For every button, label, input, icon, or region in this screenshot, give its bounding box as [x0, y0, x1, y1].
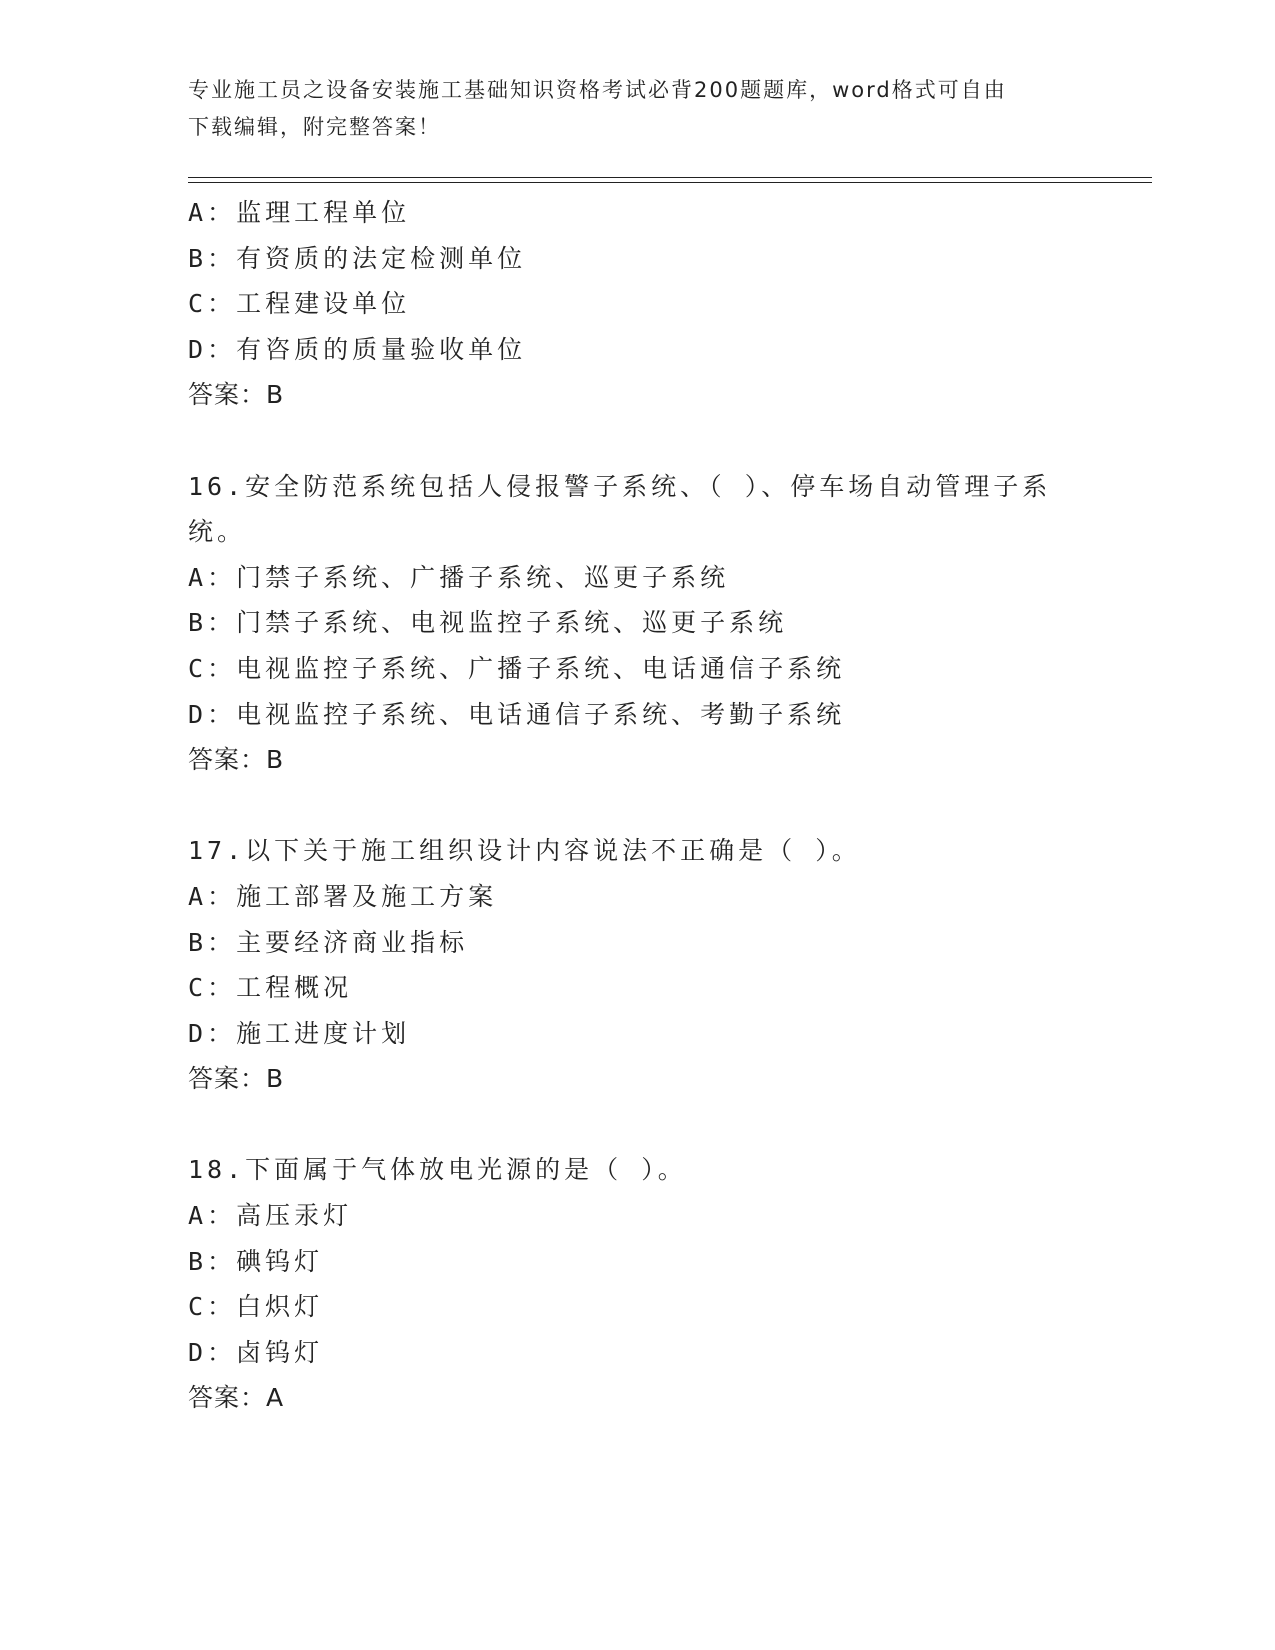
question-18 — [188, 1147, 1128, 1421]
option-letter: D： — [188, 699, 237, 729]
answer: 答案：B — [188, 745, 285, 775]
header-rule-top — [188, 177, 1152, 178]
option-text: 主要经济商业指标 — [236, 927, 469, 957]
question-15 — [188, 190, 1128, 418]
option-text: 电视监控子系统、电话通信子系统、考勤子系统 — [236, 699, 846, 729]
option-c — [188, 1284, 1128, 1330]
option-a — [188, 874, 1128, 920]
option-letter: D： — [188, 334, 237, 364]
option-letter: D： — [188, 1337, 237, 1367]
option-d — [188, 1330, 1128, 1376]
header-rule-bottom — [188, 182, 1152, 183]
option-text: 卤钨灯 — [236, 1337, 324, 1367]
option-b — [188, 600, 1128, 646]
option-d — [188, 327, 1128, 373]
document-header — [188, 72, 1068, 146]
spacer — [188, 783, 1128, 829]
option-letter: C： — [188, 1292, 237, 1322]
option-text: 电视监控子系统、广播子系统、电话通信子系统 — [236, 653, 846, 683]
question-stem: 17.以下关于施工组织设计内容说法不正确是（ ）。 — [188, 836, 861, 866]
option-d — [188, 1011, 1128, 1057]
option-letter: B： — [188, 927, 237, 957]
option-text: 白炽灯 — [236, 1292, 324, 1322]
option-text: 碘钨灯 — [236, 1246, 324, 1276]
option-letter: A： — [188, 562, 237, 592]
option-letter: A： — [188, 1201, 237, 1231]
question-content — [188, 190, 1128, 1421]
option-text: 施工进度计划 — [236, 1018, 411, 1048]
option-text: 施工部署及施工方案 — [236, 881, 498, 911]
answer: 答案：B — [188, 1064, 285, 1094]
option-c — [188, 646, 1128, 692]
option-b — [188, 236, 1128, 282]
option-c — [188, 965, 1128, 1011]
option-b — [188, 1239, 1128, 1285]
option-a — [188, 555, 1128, 601]
option-a — [188, 190, 1128, 236]
header-line-1: 专业施工员之设备安装施工基础知识资格考试必背200题题库，word格式可自由 — [188, 78, 1007, 102]
question-16 — [188, 464, 1128, 783]
option-text: 门禁子系统、广播子系统、巡更子系统 — [236, 562, 730, 592]
option-text: 门禁子系统、电视监控子系统、巡更子系统 — [236, 608, 788, 638]
option-letter: D： — [188, 1018, 237, 1048]
question-stem: 18.下面属于气体放电光源的是（ ）。 — [188, 1155, 687, 1185]
option-letter: B： — [188, 1246, 237, 1276]
option-c — [188, 281, 1128, 327]
option-letter: C： — [188, 973, 237, 1003]
question-stem: 16.安全防范系统包括人侵报警子系统、（ ）、停车场自动管理子系 — [188, 471, 1052, 501]
option-letter: A： — [188, 881, 237, 911]
option-letter: B： — [188, 608, 237, 638]
option-a — [188, 1193, 1128, 1239]
option-letter: C： — [188, 289, 237, 319]
answer: 答案：A — [188, 1383, 285, 1413]
option-letter: C： — [188, 653, 237, 683]
spacer — [188, 1102, 1128, 1148]
option-text: 工程建设单位 — [236, 289, 411, 319]
option-text: 有资质的法定检测单位 — [236, 243, 527, 273]
header-line-2: 下载编辑，附完整答案！ — [188, 115, 441, 139]
option-text: 高压汞灯 — [236, 1201, 353, 1231]
option-b — [188, 920, 1128, 966]
answer: 答案：B — [188, 380, 285, 410]
question-17 — [188, 828, 1128, 1102]
option-text: 监理工程单位 — [236, 198, 411, 227]
option-text: 工程概况 — [236, 973, 353, 1003]
spacer — [188, 418, 1128, 464]
option-letter: A： — [188, 198, 237, 227]
option-d — [188, 692, 1128, 738]
question-stem-continued: 统。 — [188, 517, 247, 547]
option-letter: B： — [188, 243, 237, 273]
option-text: 有咨质的质量验收单位 — [236, 334, 527, 364]
